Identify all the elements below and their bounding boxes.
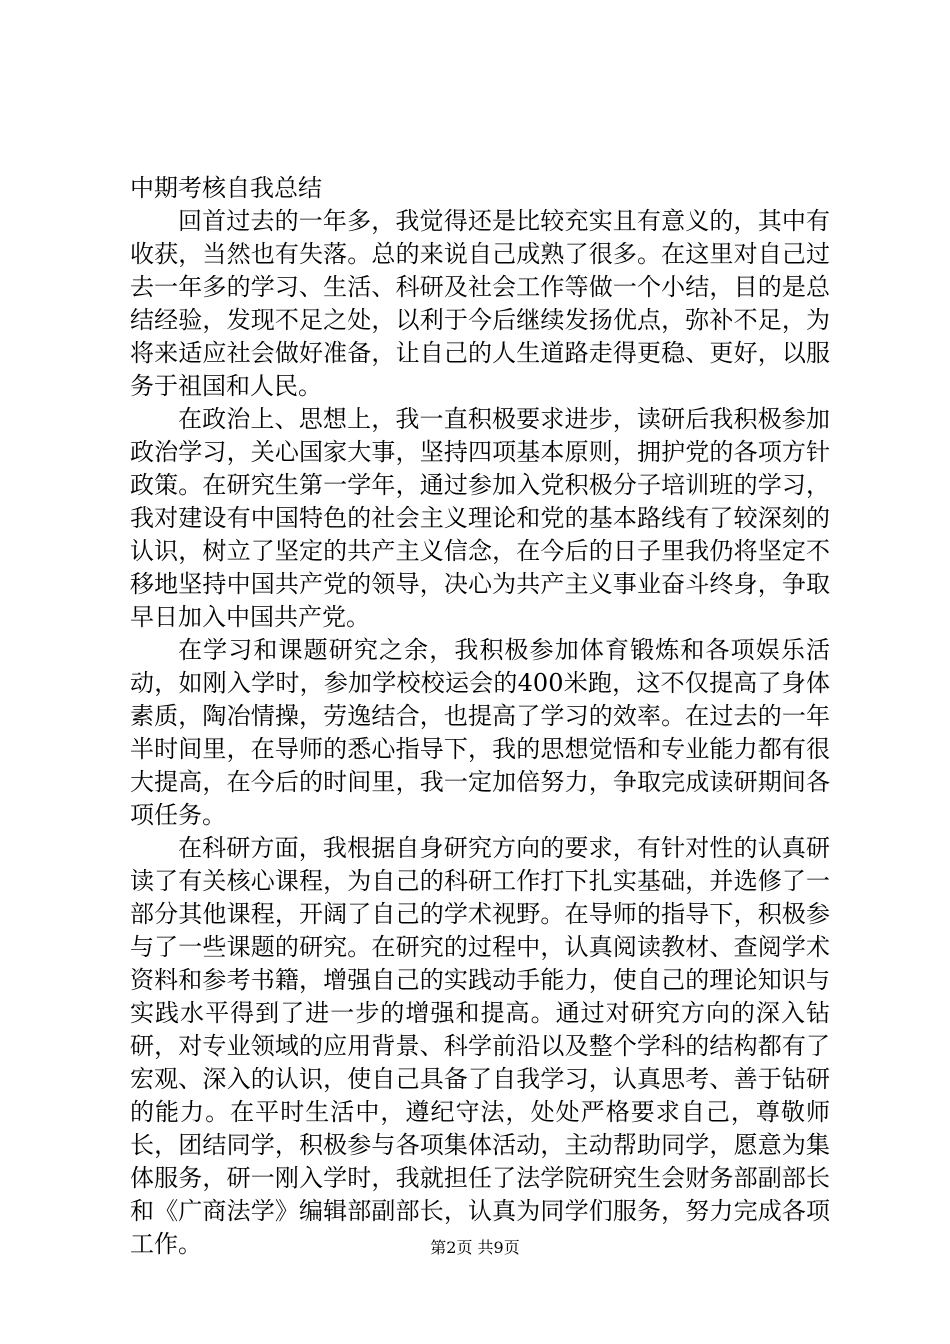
- paragraph-activities: 在学习和课题研究之余，我积极参加体育锻炼和各项娱乐活动，如刚入学时，参加学校校运会的400米跑，这不仅提高了身体素质，陶冶情操，劳逸结合，也提高了学习的效率。在过去的一年半时间里，在导师的悉心指导下，我的思想觉悟和专业能力都有很大提高，在今后的时间里，我一定加倍努力，争取完成读研期间各项任务。: [130, 636, 830, 829]
- document-body: [130, 172, 830, 1261]
- page-number-footer: 第2页 共9页: [430, 1238, 520, 1257]
- paragraph-intro: 回首过去的一年多，我觉得还是比较充实且有意义的，其中有收获，当然也有失落。总的来说自己成熟了很多。在这里对自己过去一年多的学习、生活、科研及社会工作等做一个小结，目的是总结经验，发现不足之处，以利于今后继续发扬优点，弥补不足，为将来适应社会做好准备，让自己的人生道路走得更稳、更好，以服务于祖国和人民。: [130, 207, 830, 400]
- paragraph-research: 在科研方面，我根据自身研究方向的要求，有针对性的认真研读了有关核心课程，为自己的科研工作打下扎实基础，并选修了一部分其他课程，开阔了自己的学术视野。在导师的指导下，积极参与了一些课题的研究。在研究的过程中，认真阅读教材、查阅学术资料和参考书籍，增强自己的实践动手能力，使自己的理论知识与实践水平得到了进一步的增强和提高。通过对研究方向的深入钻研，对专业领域的应用背景、科学前沿以及整个学科的结构都有了宏观、深入的认识，使自己具备了自我学习，认真思考、善于钻研的能力。在平时生活中，遵纪守法，处处严格要求自己，尊敬师长，团结同学，积极参与各项集体活动，主动帮助同学，愿意为集体服务，研一刚入学时，我就担任了法学院研究生会财务部副部长和《广商法学》编辑部副部长，认真为同学们服务，努力完成各项工作。: [130, 834, 830, 1258]
- paragraph-politics: 在政治上、思想上，我一直积极要求进步，读研后我积极参加政治学习，关心国家大事，坚持四项基本原则，拥护党的各项方针政策。在研究生第一学年，通过参加入党积极分子培训班的学习，我对建设有中国特色的社会主义理论和党的基本路线有了较深刻的认识，树立了坚定的共产主义信念，在今后的日子里我仍将坚定不移地坚持中国共产党的领导，决心为共产主义事业奋斗终身，争取早日加入中国共产党。: [130, 405, 830, 631]
- document-title: 中期考核自我总结: [130, 174, 322, 202]
